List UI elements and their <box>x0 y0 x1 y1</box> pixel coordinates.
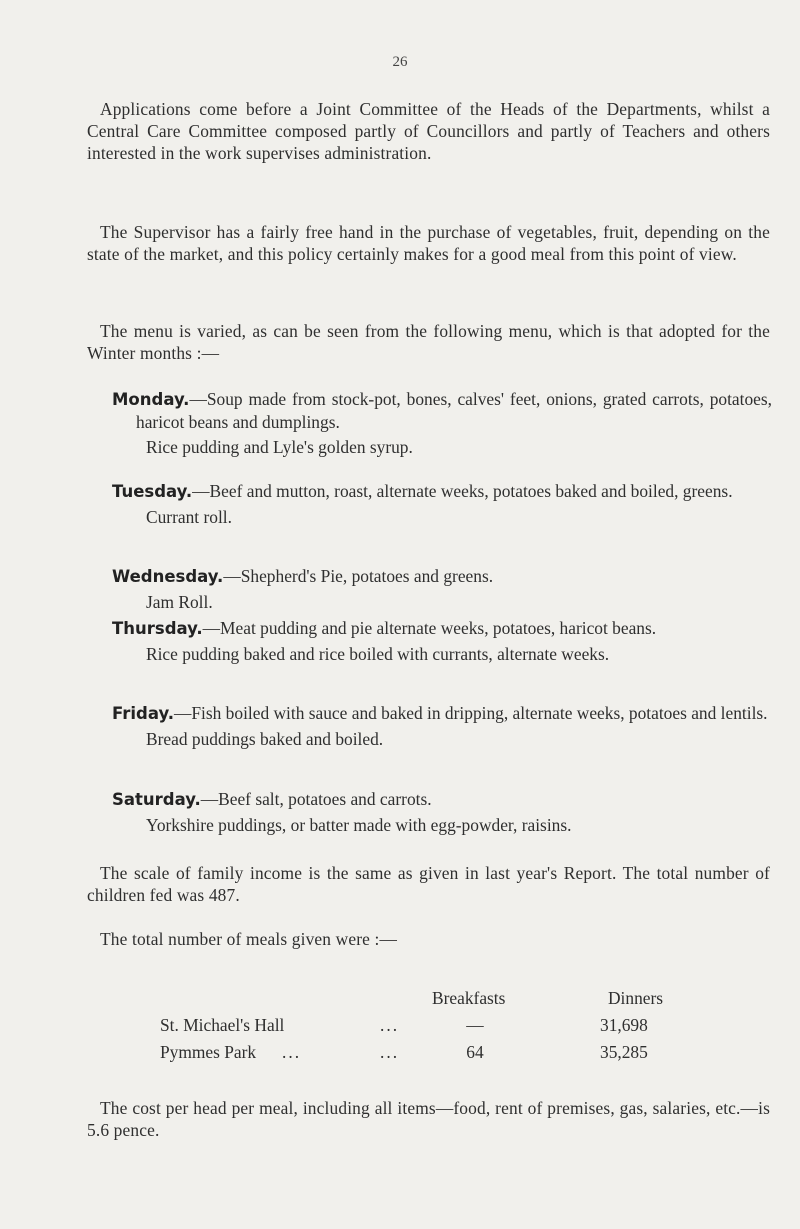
day-name: Saturday. <box>112 790 201 809</box>
day-name: Wednesday. <box>112 567 224 586</box>
paragraph-applications: Applications come before a Joint Committee of the Heads of the Departments, whilst a Central Care Committee composed partly of Councillors and partly of Teachers and others interested in the work supervises administration. <box>87 99 770 163</box>
day-name: Monday. <box>112 390 190 409</box>
table-row <box>160 1015 720 1042</box>
day-sweet: Rice pudding and Lyle's golden syrup. <box>146 437 413 457</box>
day-sweet: Currant roll. <box>146 507 232 527</box>
row-name: St. Michael's Hall <box>160 1015 285 1035</box>
menu-friday <box>112 702 772 750</box>
table-row <box>160 1042 720 1069</box>
day-main-course: —Meat pudding and pie alternate weeks, potatoes, haricot beans. <box>202 618 657 638</box>
row-dinners: 31,698 <box>600 1015 648 1035</box>
day-main-course: —Shepherd's Pie, potatoes and greens. <box>223 566 494 586</box>
paragraph-supervisor: The Supervisor has a fairly free hand in the purchase of vegetables, fruit, depending on the state of the market, and this policy certainly makes for a good meal from this point of view. <box>87 222 770 264</box>
menu-saturday <box>112 788 772 836</box>
leader-dots: ... <box>282 1042 302 1062</box>
paragraph-menu-intro: The menu is varied, as can be seen from the following menu, which is that adopted for the Winter months :— <box>87 321 770 363</box>
day-name: Tuesday. <box>112 482 193 501</box>
meals-table <box>160 988 720 1069</box>
day-sweet: Bread puddings baked and boiled. <box>146 729 384 749</box>
day-main-course: —Fish boiled with sauce and baked in dripping, alternate weeks, potatoes and lentils. <box>173 703 768 723</box>
paragraph-family-income: The scale of family income is the same as given in last year's Report. The total number of children fed was 487. <box>87 863 770 905</box>
row-name: Pymmes Park <box>160 1042 257 1062</box>
menu-tuesday <box>112 480 772 528</box>
day-name: Friday. <box>112 704 174 723</box>
table-header-row <box>160 988 720 1015</box>
paragraph-cost: The cost per head per meal, including all items—food, rent of premises, gas, salaries, etc.—is 5.6 pence. <box>87 1098 770 1140</box>
row-breakfasts: 64 <box>466 1042 484 1062</box>
day-sweet: Jam Roll. <box>146 592 213 612</box>
row-dinners: 35,285 <box>600 1042 648 1062</box>
day-sweet: Rice pudding baked and rice boiled with currants, alternate weeks. <box>146 644 610 664</box>
menu-wednesday <box>112 565 772 613</box>
row-breakfasts: — <box>466 1015 484 1035</box>
page-number: 26 <box>392 54 408 70</box>
paragraph-meals-intro: The total number of meals given were :— <box>100 929 398 949</box>
menu-thursday <box>112 617 772 665</box>
header-breakfasts: Breakfasts <box>432 988 506 1008</box>
leader-dots: ... <box>380 1015 400 1035</box>
day-main-course: —Beef salt, potatoes and carrots. <box>200 789 432 809</box>
header-dinners: Dinners <box>608 988 664 1008</box>
day-name: Thursday. <box>112 619 203 638</box>
day-main-course: —Beef and mutton, roast, alternate weeks, potatoes baked and boiled, greens. <box>192 481 733 501</box>
menu-monday <box>112 388 772 458</box>
day-sweet: Yorkshire puddings, or batter made with egg-powder, raisins. <box>146 815 572 835</box>
day-main-course: —Soup made from stock-pot, bones, calves' feet, onions, grated carrots, potatoes, haricot beans and dumplings. <box>136 389 772 432</box>
leader-dots: ... <box>380 1042 400 1062</box>
